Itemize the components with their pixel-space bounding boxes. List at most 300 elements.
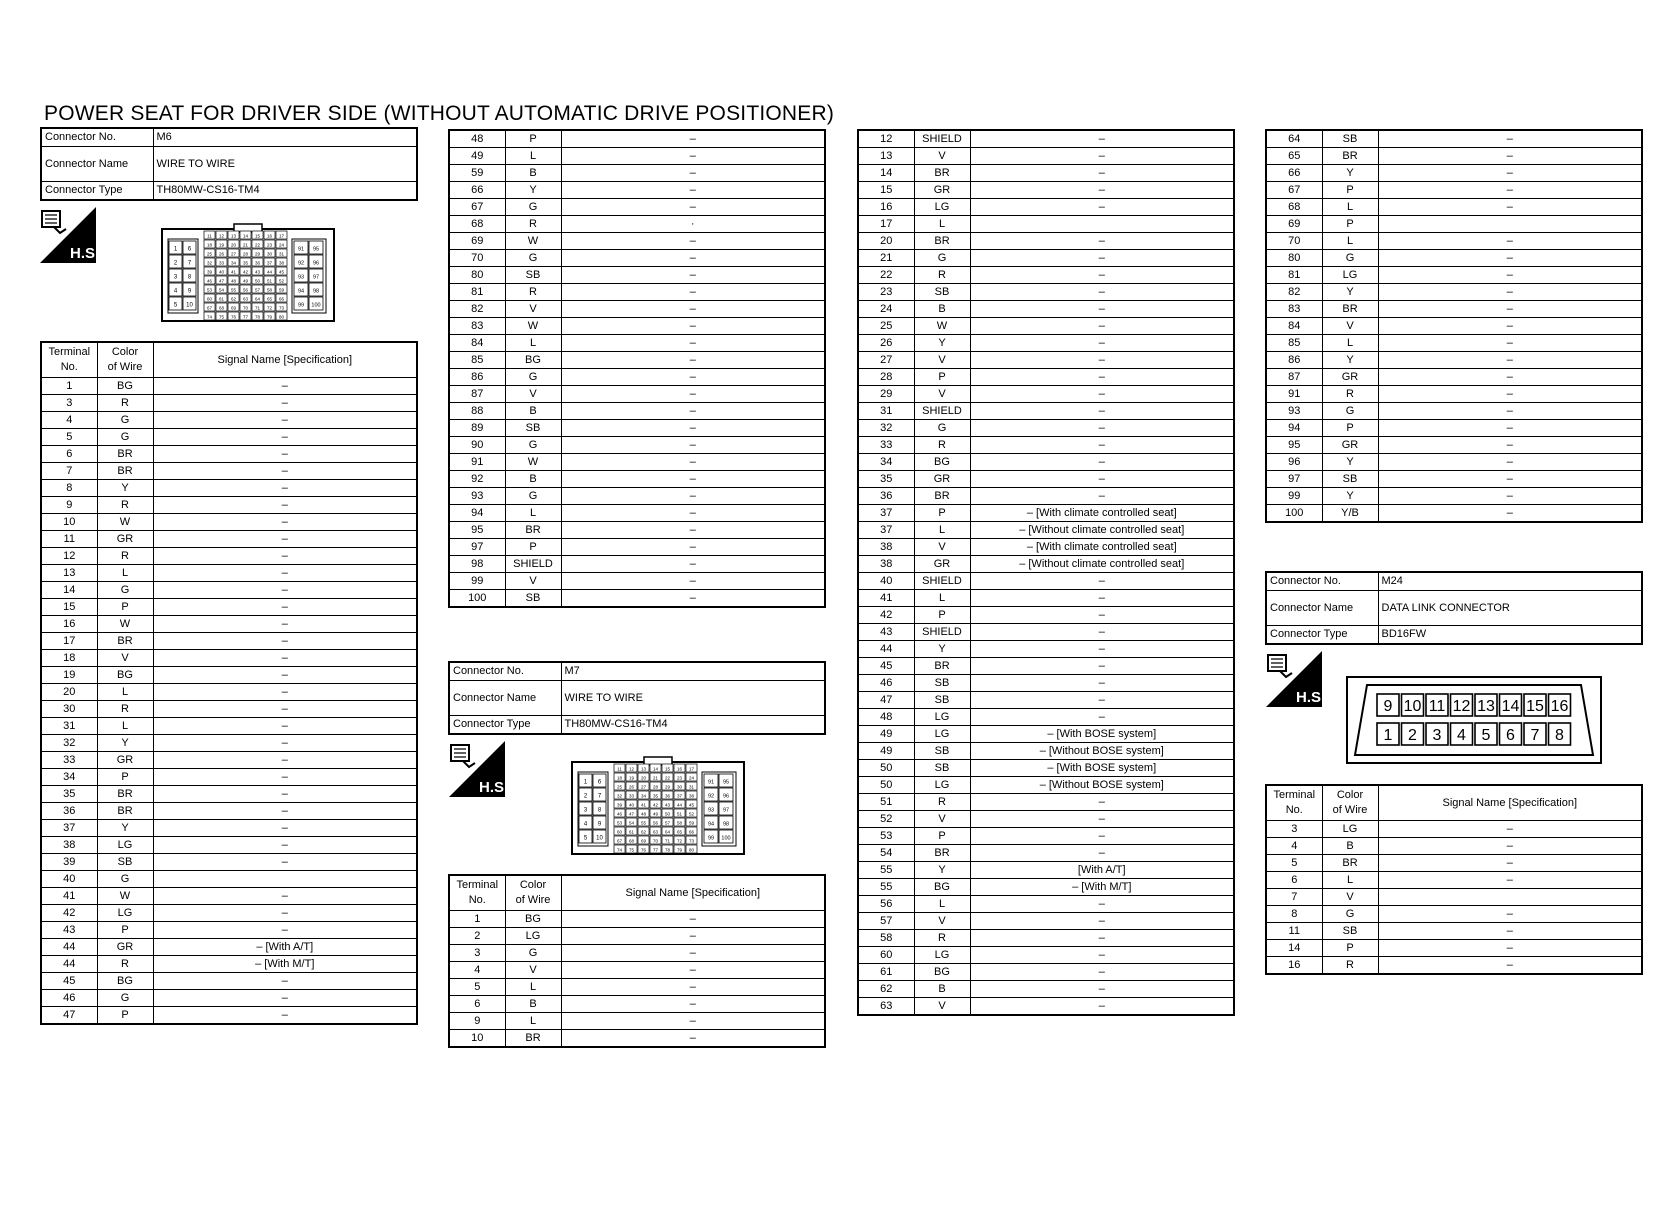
table-row xyxy=(449,267,825,284)
cavity-number: 58 xyxy=(676,820,683,826)
signal-name: – xyxy=(1378,250,1642,267)
terminal-no: 15 xyxy=(858,182,914,199)
terminal-no: 6 xyxy=(41,446,97,463)
signal-name: · xyxy=(561,216,825,233)
terminal-no: 87 xyxy=(449,386,505,403)
terminal-no: 32 xyxy=(858,420,914,437)
signal-name: – xyxy=(1378,906,1642,923)
terminal-no: 2 xyxy=(449,928,505,945)
pin-number: 12 xyxy=(1452,698,1471,715)
signal-name: – [With M/T] xyxy=(970,879,1234,896)
terminal-no: 98 xyxy=(449,556,505,573)
table-row xyxy=(41,412,417,429)
cavity-number: 25 xyxy=(616,784,623,790)
wire-color: L xyxy=(97,565,153,582)
terminal-no: 51 xyxy=(858,794,914,811)
terminal-no: 37 xyxy=(858,522,914,539)
cavity-number: 67 xyxy=(616,838,623,844)
signal-name: – xyxy=(1378,420,1642,437)
table-row xyxy=(858,981,1234,998)
terminal-no: 94 xyxy=(1266,420,1322,437)
wire-color: R xyxy=(1322,957,1378,975)
signal-name: – xyxy=(561,962,825,979)
cavity-number: 74 xyxy=(616,847,623,853)
wire-color: L xyxy=(505,148,561,165)
table-row xyxy=(1266,352,1642,369)
wire-color: SHIELD xyxy=(505,556,561,573)
signal-name: – xyxy=(970,913,1234,930)
cavity-number: 35 xyxy=(652,793,659,799)
wire-color: GR xyxy=(97,752,153,769)
table-row xyxy=(449,216,825,233)
wire-color: R xyxy=(914,437,970,454)
cavity-number: 36 xyxy=(254,260,261,266)
wire-color: P xyxy=(1322,420,1378,437)
signal-name: – xyxy=(561,1030,825,1048)
signal-name: – xyxy=(970,284,1234,301)
cavity-number: 9 xyxy=(187,288,192,295)
terminal-no: 1 xyxy=(449,911,505,928)
table-row xyxy=(858,675,1234,692)
terminal-no: 33 xyxy=(858,437,914,454)
cavity-number: 75 xyxy=(628,847,635,853)
signal-name: – xyxy=(970,182,1234,199)
table-row xyxy=(1266,182,1642,199)
signal-name: – xyxy=(153,684,417,701)
table-row xyxy=(41,1007,417,1025)
terminal-no: 38 xyxy=(858,539,914,556)
cavity-number: 6 xyxy=(187,246,192,253)
table-row xyxy=(858,947,1234,964)
table-row xyxy=(449,945,825,962)
m24-connector-block xyxy=(1265,571,1643,645)
cavity-number: 66 xyxy=(278,296,285,302)
wire-color: Y xyxy=(1322,284,1378,301)
cavity-number: 33 xyxy=(218,260,225,266)
m7-connector-name: WIRE TO WIRE xyxy=(561,681,825,716)
terminal-no: 49 xyxy=(858,726,914,743)
cavity-number: 33 xyxy=(628,793,635,799)
signal-name: – xyxy=(153,752,417,769)
wire-color: BR xyxy=(914,845,970,862)
pin-number: 4 xyxy=(1457,727,1466,744)
cavity-number: 42 xyxy=(242,269,249,275)
table-row xyxy=(858,284,1234,301)
terminal-no: 5 xyxy=(41,429,97,446)
table-row xyxy=(858,233,1234,250)
cavity-number: 64 xyxy=(254,296,261,302)
table-row xyxy=(858,913,1234,930)
table-row xyxy=(1266,301,1642,318)
pin-number: 5 xyxy=(1481,727,1491,744)
signal-name: – xyxy=(153,599,417,616)
connector-no-label: Connector No. xyxy=(1266,572,1378,591)
cavity-number: 18 xyxy=(616,775,623,781)
terminal-no: 83 xyxy=(449,318,505,335)
table-row xyxy=(858,437,1234,454)
table-row xyxy=(858,726,1234,743)
signal-name: – [Without BOSE system] xyxy=(970,777,1234,794)
cavity-number: 38 xyxy=(278,260,285,266)
cavity-number: 15 xyxy=(254,233,261,239)
terminal-no: 65 xyxy=(1266,148,1322,165)
terminal-no: 48 xyxy=(858,709,914,726)
signal-name: – xyxy=(561,301,825,318)
signal-name: – xyxy=(153,616,417,633)
wire-color: W xyxy=(97,888,153,905)
signal-name: – xyxy=(970,267,1234,284)
terminal-no: 69 xyxy=(1266,216,1322,233)
signal-name: – xyxy=(561,928,825,945)
signal-name: – xyxy=(153,650,417,667)
terminal-no: 67 xyxy=(449,199,505,216)
signal-name: – xyxy=(1378,352,1642,369)
table-row xyxy=(1266,148,1642,165)
signal-name: – xyxy=(153,480,417,497)
cavity-number: 73 xyxy=(688,838,695,844)
cavity-number: 65 xyxy=(266,296,273,302)
terminal-no: 26 xyxy=(858,335,914,352)
signal-name: – xyxy=(970,658,1234,675)
terminal-no: 43 xyxy=(858,624,914,641)
table-row xyxy=(1266,437,1642,454)
cavity-number: 8 xyxy=(597,807,602,814)
cavity-number: 50 xyxy=(254,278,261,284)
cavity-number: 95 xyxy=(312,246,320,253)
table-row xyxy=(858,930,1234,947)
wire-color: B xyxy=(505,471,561,488)
signal-name: – xyxy=(153,803,417,820)
cavity-number: 67 xyxy=(206,305,213,311)
wire-color: LG xyxy=(1322,821,1378,838)
cavity-number: 52 xyxy=(688,811,695,817)
cavity-number: 13 xyxy=(230,233,237,239)
signal-name: – xyxy=(970,828,1234,845)
signal-name: – xyxy=(561,318,825,335)
signal-name: – xyxy=(970,403,1234,420)
signal-name: – xyxy=(561,335,825,352)
signal-name: – xyxy=(1378,284,1642,301)
cavity-number: 14 xyxy=(242,233,249,239)
signal-name: – xyxy=(153,888,417,905)
cavity-number: 52 xyxy=(278,278,285,284)
signal-name: – xyxy=(1378,130,1642,148)
table-row xyxy=(449,250,825,267)
signal-name: – xyxy=(1378,923,1642,940)
table-row xyxy=(449,454,825,471)
wire-color: R xyxy=(97,497,153,514)
signal-name: – xyxy=(153,786,417,803)
signal-name: – xyxy=(561,250,825,267)
wire-color: G xyxy=(505,250,561,267)
signal-name: – xyxy=(1378,471,1642,488)
cavity-number: 53 xyxy=(206,287,213,293)
signal-name: – xyxy=(1378,437,1642,454)
signal-name: – xyxy=(970,998,1234,1016)
wire-color: L xyxy=(1322,335,1378,352)
cavity-number: 46 xyxy=(206,278,213,284)
wire-color: P xyxy=(914,607,970,624)
table-row xyxy=(858,760,1234,777)
wire-color: Y/B xyxy=(1322,505,1378,523)
terminal-no: 4 xyxy=(449,962,505,979)
table-row xyxy=(41,718,417,735)
terminal-no: 85 xyxy=(1266,335,1322,352)
table-row xyxy=(449,318,825,335)
wire-color: LG xyxy=(505,928,561,945)
wire-color: L xyxy=(505,1013,561,1030)
m24-data-link-connector-diagram xyxy=(1345,675,1603,765)
table-row xyxy=(858,964,1234,981)
wire-color: W xyxy=(505,233,561,250)
wire-color: V xyxy=(914,539,970,556)
wire-color: SB xyxy=(97,854,153,871)
table-row xyxy=(1266,855,1642,872)
cavity-number: 55 xyxy=(640,820,647,826)
terminal-no: 14 xyxy=(41,582,97,599)
cavity-number: 29 xyxy=(254,251,261,257)
signal-name: – xyxy=(970,437,1234,454)
pin-number: 13 xyxy=(1477,698,1495,715)
terminal-no: 46 xyxy=(858,675,914,692)
table-row xyxy=(41,616,417,633)
terminal-no: 1 xyxy=(41,378,97,395)
wire-color: BG xyxy=(914,964,970,981)
cavity-number: 93 xyxy=(707,807,715,814)
terminal-no: 20 xyxy=(858,233,914,250)
table-row xyxy=(41,820,417,837)
wire-color: SB xyxy=(1322,923,1378,940)
terminal-no: 10 xyxy=(41,514,97,531)
wire-color: B xyxy=(505,996,561,1013)
terminal-no: 47 xyxy=(41,1007,97,1025)
terminal-no: 59 xyxy=(449,165,505,182)
wire-color: Y xyxy=(914,641,970,658)
table-row xyxy=(41,871,417,888)
cavity-number: 92 xyxy=(707,793,715,800)
wire-color: BR xyxy=(505,522,561,539)
terminal-no: 85 xyxy=(449,352,505,369)
cavity-number: 25 xyxy=(206,251,213,257)
hs-connector-icon xyxy=(449,741,509,797)
wire-color: B xyxy=(914,981,970,998)
signal-name: – xyxy=(1378,454,1642,471)
table-row xyxy=(858,743,1234,760)
cavity-number: 65 xyxy=(676,829,683,835)
wire-color: GR xyxy=(97,939,153,956)
wire-color: V xyxy=(97,650,153,667)
wire-color: BR xyxy=(97,463,153,480)
wire-color: G xyxy=(97,871,153,888)
terminal-no: 3 xyxy=(1266,821,1322,838)
table-row xyxy=(1266,318,1642,335)
signal-name-header: Signal Name [Specification] xyxy=(561,875,825,911)
table-row xyxy=(858,539,1234,556)
cavity-number: 2 xyxy=(583,793,588,800)
cavity-number: 79 xyxy=(266,314,273,320)
cavity-number: 20 xyxy=(230,242,237,248)
terminal-no: 62 xyxy=(858,981,914,998)
m7-wire-table-cont2-block xyxy=(1265,129,1643,523)
cavity-number: 10 xyxy=(596,835,603,842)
wire-color: P xyxy=(1322,216,1378,233)
table-row xyxy=(449,386,825,403)
m24-wire-table xyxy=(1265,784,1643,975)
cavity-number: 2 xyxy=(173,260,178,267)
wire-color: Y xyxy=(914,335,970,352)
cavity-number: 4 xyxy=(173,288,178,295)
cavity-number: 37 xyxy=(266,260,273,266)
cavity-number: 34 xyxy=(640,793,647,799)
terminal-no: 6 xyxy=(1266,872,1322,889)
cavity-number: 18 xyxy=(206,242,213,248)
signal-name: – xyxy=(561,165,825,182)
table-row xyxy=(858,301,1234,318)
wire-color: L xyxy=(1322,233,1378,250)
color-of-wire-header: Color of Wire xyxy=(505,875,561,911)
cavity-number: 56 xyxy=(242,287,249,293)
m7-rows-cont2 xyxy=(1266,130,1642,522)
wire-color: B xyxy=(914,301,970,318)
cavity-number: 51 xyxy=(266,278,273,284)
terminal-no: 8 xyxy=(41,480,97,497)
wire-color: W xyxy=(97,514,153,531)
table-row xyxy=(41,786,417,803)
m24-connector-name: DATA LINK CONNECTOR xyxy=(1378,591,1642,626)
wire-color: G xyxy=(1322,906,1378,923)
cavity-number: 45 xyxy=(688,802,695,808)
table-row xyxy=(858,199,1234,216)
table-row xyxy=(449,590,825,608)
wire-color: G xyxy=(914,420,970,437)
table-row xyxy=(1266,940,1642,957)
signal-name: – xyxy=(970,794,1234,811)
m6-connector-name: WIRE TO WIRE xyxy=(153,147,417,182)
terminal-no: 95 xyxy=(1266,437,1322,454)
wire-color: SB xyxy=(914,743,970,760)
signal-name: – xyxy=(561,522,825,539)
cavity-number: 24 xyxy=(688,775,695,781)
table-row xyxy=(449,556,825,573)
table-row xyxy=(449,284,825,301)
table-row xyxy=(41,463,417,480)
signal-name: – xyxy=(153,531,417,548)
signal-name: – xyxy=(1378,199,1642,216)
wire-color: L xyxy=(97,718,153,735)
wire-color: R xyxy=(505,216,561,233)
wire-color: G xyxy=(1322,250,1378,267)
m7-wire-table-cont2 xyxy=(1265,129,1643,523)
m7-connector-no: M7 xyxy=(561,662,825,681)
terminal-no: 41 xyxy=(41,888,97,905)
signal-name: – [With climate controlled seat] xyxy=(970,505,1234,522)
cavity-number: 26 xyxy=(218,251,225,257)
m7-wire-table-cont-block xyxy=(857,129,1235,1016)
terminal-no: 30 xyxy=(41,701,97,718)
hs-label: H.S. xyxy=(70,245,100,262)
cavity-number: 61 xyxy=(218,296,225,302)
signal-name: – xyxy=(561,386,825,403)
signal-name: – xyxy=(1378,148,1642,165)
m7-connector-block xyxy=(448,661,826,735)
wire-color: V xyxy=(505,301,561,318)
terminal-no: 5 xyxy=(449,979,505,996)
signal-name: – xyxy=(1378,940,1642,957)
table-row xyxy=(858,862,1234,879)
wire-color: V xyxy=(914,998,970,1016)
signal-name: – xyxy=(970,641,1234,658)
terminal-no: 61 xyxy=(858,964,914,981)
signal-name: – xyxy=(1378,403,1642,420)
cavity-number: 31 xyxy=(688,784,695,790)
cavity-number: 60 xyxy=(616,829,623,835)
wire-color: L xyxy=(914,896,970,913)
wire-color: R xyxy=(914,930,970,947)
terminal-no: 42 xyxy=(41,905,97,922)
cavity-number: 98 xyxy=(312,288,320,295)
terminal-no: 80 xyxy=(1266,250,1322,267)
signal-name: – xyxy=(561,1013,825,1030)
signal-name: – xyxy=(1378,335,1642,352)
connector-type-label: Connector Type xyxy=(1266,626,1378,645)
signal-name: – xyxy=(561,573,825,590)
terminal-no: 44 xyxy=(41,956,97,973)
table-row xyxy=(1266,906,1642,923)
wire-color: W xyxy=(505,318,561,335)
terminal-no: 7 xyxy=(41,463,97,480)
signal-name: – xyxy=(1378,318,1642,335)
hs-label: H.S. xyxy=(1296,689,1326,706)
table-row xyxy=(858,879,1234,896)
m7-rows-cont xyxy=(858,130,1234,1015)
table-row xyxy=(858,250,1234,267)
cavity-number: 43 xyxy=(664,802,671,808)
table-row xyxy=(41,769,417,786)
pin-number: 1 xyxy=(1383,727,1393,744)
table-row xyxy=(1266,923,1642,940)
table-row xyxy=(449,522,825,539)
m24-wire-table-block xyxy=(1265,784,1643,975)
signal-name: – xyxy=(153,378,417,395)
table-row xyxy=(449,199,825,216)
cavity-number: 44 xyxy=(676,802,683,808)
table-row xyxy=(1266,284,1642,301)
signal-name: – xyxy=(561,267,825,284)
m7-wire-table-cont xyxy=(857,129,1235,1016)
cavity-number: 78 xyxy=(664,847,671,853)
wire-color: BG xyxy=(505,911,561,928)
cavity-number: 100 xyxy=(311,302,321,309)
signal-name: – xyxy=(970,199,1234,216)
cavity-number: 96 xyxy=(312,260,320,267)
wire-color: L xyxy=(914,590,970,607)
m6-connector-face-diagram xyxy=(160,223,336,327)
table-row xyxy=(858,692,1234,709)
signal-name: – xyxy=(1378,386,1642,403)
cavity-number: 42 xyxy=(652,802,659,808)
table-row xyxy=(858,267,1234,284)
connector-type-label: Connector Type xyxy=(449,716,561,735)
signal-name xyxy=(1378,889,1642,906)
wire-color: V xyxy=(914,352,970,369)
cavity-number: 14 xyxy=(652,766,659,772)
table-row xyxy=(41,446,417,463)
wire-color: GR xyxy=(914,556,970,573)
cavity-number: 3 xyxy=(173,274,178,281)
terminal-no: 25 xyxy=(858,318,914,335)
m7-connector-face-diagram xyxy=(570,756,746,860)
terminal-no: 10 xyxy=(449,1030,505,1048)
